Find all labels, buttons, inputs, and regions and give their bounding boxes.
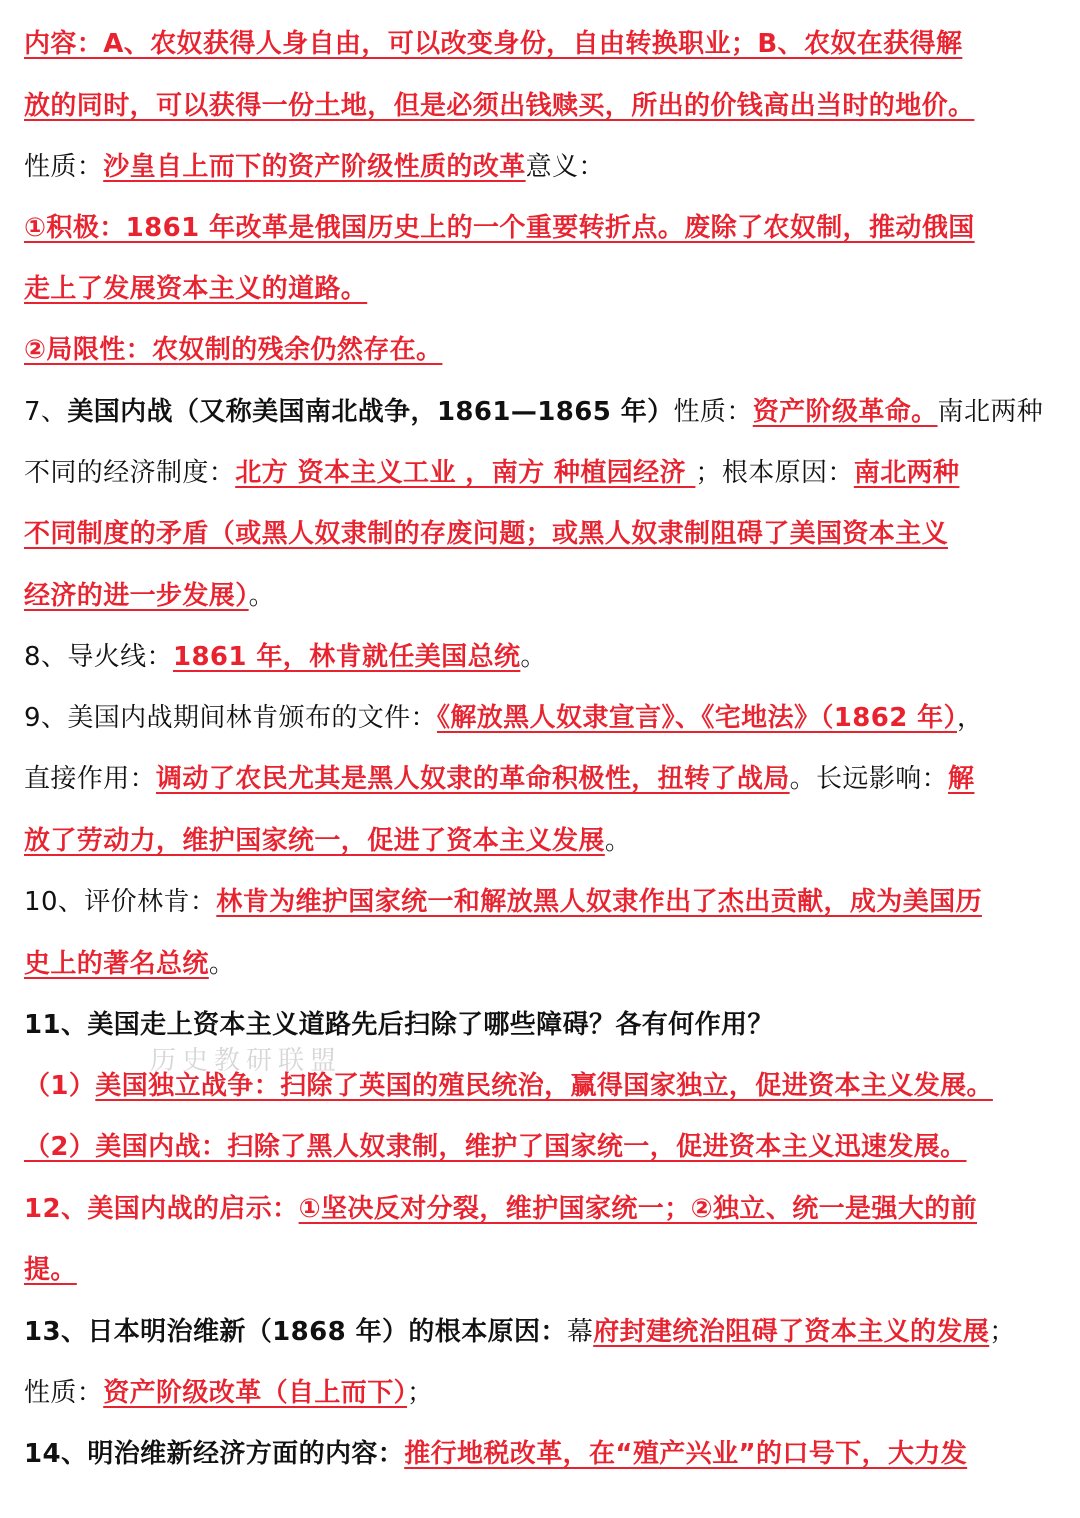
text-line — [24, 86, 1064, 126]
text-line — [24, 269, 1064, 309]
answer-text: 推行地税改革，在“殖产兴业”的口号下，大力发 — [404, 1439, 968, 1469]
label-text: 不同的经济制度： — [24, 458, 236, 488]
body-text: 。 — [604, 826, 632, 856]
answer-text: 放的同时，可以获得一份土地，但是必须出钱赎买，所出的价钱高出当时的地价。 — [24, 91, 975, 121]
text-line — [24, 1312, 1064, 1352]
body-text: 南北两种 — [937, 397, 1044, 427]
answer-text: 美国独立战争：扫除了英国的殖民统治，赢得国家独立，促进资本主义发展。 — [95, 1071, 993, 1101]
answer-text: 北方 资本主义工业 ，南方 种植园经济 — [235, 458, 696, 488]
label-text: 8、导火线： — [24, 642, 173, 672]
watermark: 历史教研联盟 — [150, 1046, 343, 1076]
question-heading: 13、日本明治维新（1868 年）的根本原因： — [24, 1317, 567, 1347]
text-line — [24, 330, 1064, 370]
text-line — [24, 821, 1064, 861]
text-line — [24, 1127, 1064, 1167]
text-line — [24, 1434, 1064, 1474]
label-text: 性质： — [24, 1378, 104, 1408]
body-text: ， — [956, 703, 984, 733]
answer-text: 提。 — [24, 1255, 77, 1285]
body-text: 。 — [208, 949, 236, 979]
answer-text: ②局限性：农奴制的残余仍然存在。 — [24, 335, 443, 365]
label-text: 。长远影响： — [789, 764, 949, 794]
label-text: ；根本原因： — [695, 458, 854, 488]
label-text: 9、美国内战期间林肯颁布的文件： — [24, 703, 437, 733]
answer-text: 沙皇自上而下的资产阶级性质的改革 — [103, 152, 526, 182]
label-text: 性质： — [24, 152, 104, 182]
body-text: 。 — [248, 581, 276, 611]
answer-text: 南北两种 — [853, 458, 960, 488]
item-number: 7、 — [24, 397, 68, 427]
answer-text: 内容：A、农奴获得人身自由，可以改变身份，自由转换职业；B、农奴在获得解 — [24, 29, 963, 59]
heading-text: 美国内战（又称美国南北战争，1861—1865 年） — [67, 397, 674, 427]
answer-text: 经济的进一步发展） — [24, 581, 249, 611]
answer-text: （2）美国内战：扫除了黑人奴隶制，维护了国家统一，促进资本主义迅速发展。 — [24, 1132, 967, 1162]
answer-text: 资产阶级革命。 — [752, 397, 938, 427]
answer-text: 史上的著名总统 — [24, 949, 209, 979]
answer-text: 林肯为维护国家统一和解放黑人奴隶作出了杰出贡献，成为美国历 — [216, 887, 982, 917]
item-number: （1） — [24, 1071, 96, 1101]
answer-text: 放了劳动力，维护国家统一，促进了资本主义发展 — [24, 826, 605, 856]
body-text: ； — [407, 1378, 434, 1408]
answer-text: ①积极：1861 年改革是俄国历史上的一个重要转折点。废除了农奴制，推动俄国 — [24, 213, 975, 243]
answer-text: ①坚决反对分裂，维护国家统一；②独立、统一是强大的前 — [298, 1194, 978, 1224]
answer-text: 府封建统治阻碍了资本主义的发展 — [593, 1317, 990, 1347]
label-text: 直接作用： — [24, 764, 157, 794]
answer-text: 1861 年，林肯就任美国总统 — [172, 642, 521, 672]
label-text: 性质： — [673, 397, 753, 427]
body-text: 。 — [520, 642, 547, 672]
answer-text: 不同制度的矛盾（或黑人奴隶制的存废问题；或黑人奴隶制阻碍了美国资本主义 — [24, 519, 949, 549]
text-line — [24, 453, 1064, 493]
text-line — [24, 698, 1064, 738]
body-text: 幕 — [566, 1317, 594, 1347]
text-line — [24, 1373, 1064, 1413]
body-text: ； — [989, 1317, 1016, 1347]
question-heading: 12、美国内战的启示： — [24, 1194, 299, 1224]
text-line — [24, 1189, 1064, 1229]
label-text: 意义： — [525, 152, 605, 182]
text-line — [24, 637, 1064, 677]
text-line — [24, 882, 1064, 922]
label-text: 10、评价林肯： — [24, 887, 217, 917]
text-line — [24, 576, 1064, 616]
text-line — [24, 1005, 1064, 1045]
text-line — [24, 1066, 1064, 1106]
answer-text: 《解放黑人奴隶宣言》、《宅地法》（1862 年） — [436, 703, 957, 733]
text-line — [24, 147, 1064, 187]
answer-text: 走上了发展资本主义的道路。 — [24, 274, 368, 304]
text-line — [24, 514, 1064, 554]
text-line — [24, 208, 1064, 248]
text-line — [24, 24, 1064, 64]
question-heading: 14、明治维新经济方面的内容： — [24, 1439, 405, 1469]
answer-text: 调动了农民尤其是黑人奴隶的革命积极性，扭转了战局 — [156, 764, 790, 794]
text-line — [24, 1250, 1064, 1290]
text-line — [24, 759, 1064, 799]
answer-text: 解 — [948, 764, 975, 794]
answer-text: 资产阶级改革（自上而下） — [103, 1378, 408, 1408]
question-heading: 11、美国走上资本主义道路先后扫除了哪些障碍？各有何作用？ — [24, 1010, 774, 1040]
text-line — [24, 944, 1064, 984]
text-line — [24, 392, 1064, 432]
